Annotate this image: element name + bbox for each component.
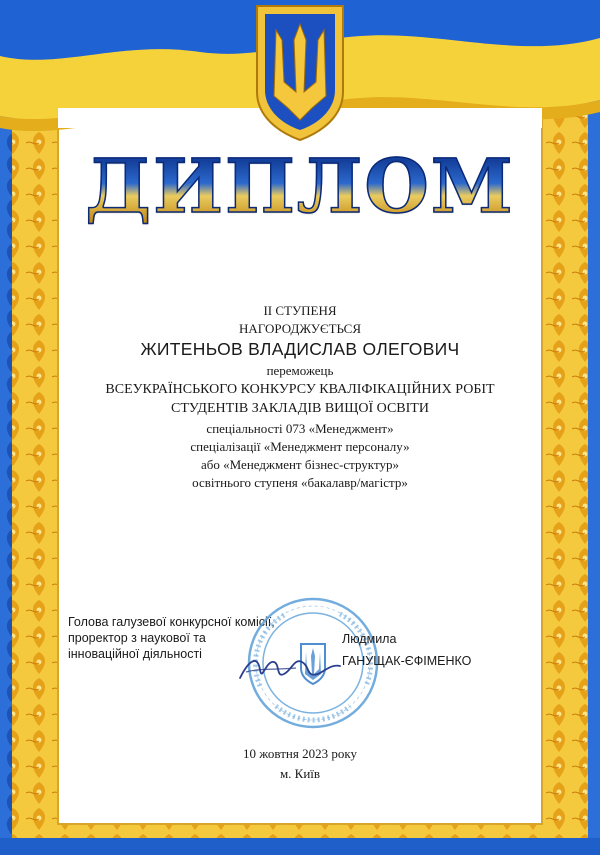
degree-label: II СТУПЕНЯ — [263, 303, 337, 318]
specialization-line: спеціалізації «Менеджмент персоналу» — [190, 439, 410, 454]
issue-city: м. Київ — [279, 766, 321, 781]
alt-specialization-line: або «Менеджмент бізнес-структур» — [201, 457, 399, 472]
signer-name — [342, 628, 522, 672]
diploma-title: ДИПЛОМ — [0, 150, 600, 224]
signer-position-line2: проректор з наукової та — [68, 631, 206, 645]
handwritten-signature — [236, 648, 346, 688]
recipient-name: ЖИТЕНЬОВ ВЛАДИСЛАВ ОЛЕГОВИЧ — [140, 339, 460, 359]
trident-emblem — [257, 6, 343, 140]
education-level-line: освітнього ступеня «бакалавр/магістр» — [192, 475, 408, 490]
awarded-label: НАГОРОДЖУЄТЬСЯ — [238, 321, 362, 336]
contest-title-line1: ВСЕУКРАЇНСЬКОГО КОНКУРСУ КВАЛІФІКАЦІЙНИХ РОБІТ — [105, 382, 495, 397]
signer-position-line1: Голова галузевої конкурсної комісії, — [68, 615, 275, 629]
winner-label: переможець — [266, 363, 334, 378]
issue-date: 10 жовтня 2023 року — [243, 746, 357, 761]
signer-last-name: ГАНУЩАК-ЄФІМЕНКО — [342, 654, 472, 668]
signer-position-line3: інноваційної діяльності — [68, 647, 202, 661]
diploma-body — [60, 302, 540, 492]
signer-first-name: Людмила — [342, 632, 397, 646]
footer — [200, 744, 400, 784]
contest-title-line2: СТУДЕНТІВ ЗАКЛАДІВ ВИЩОЇ ОСВІТИ — [171, 401, 429, 416]
specialty-line: спеціальності 073 «Менеджмент» — [206, 421, 394, 436]
